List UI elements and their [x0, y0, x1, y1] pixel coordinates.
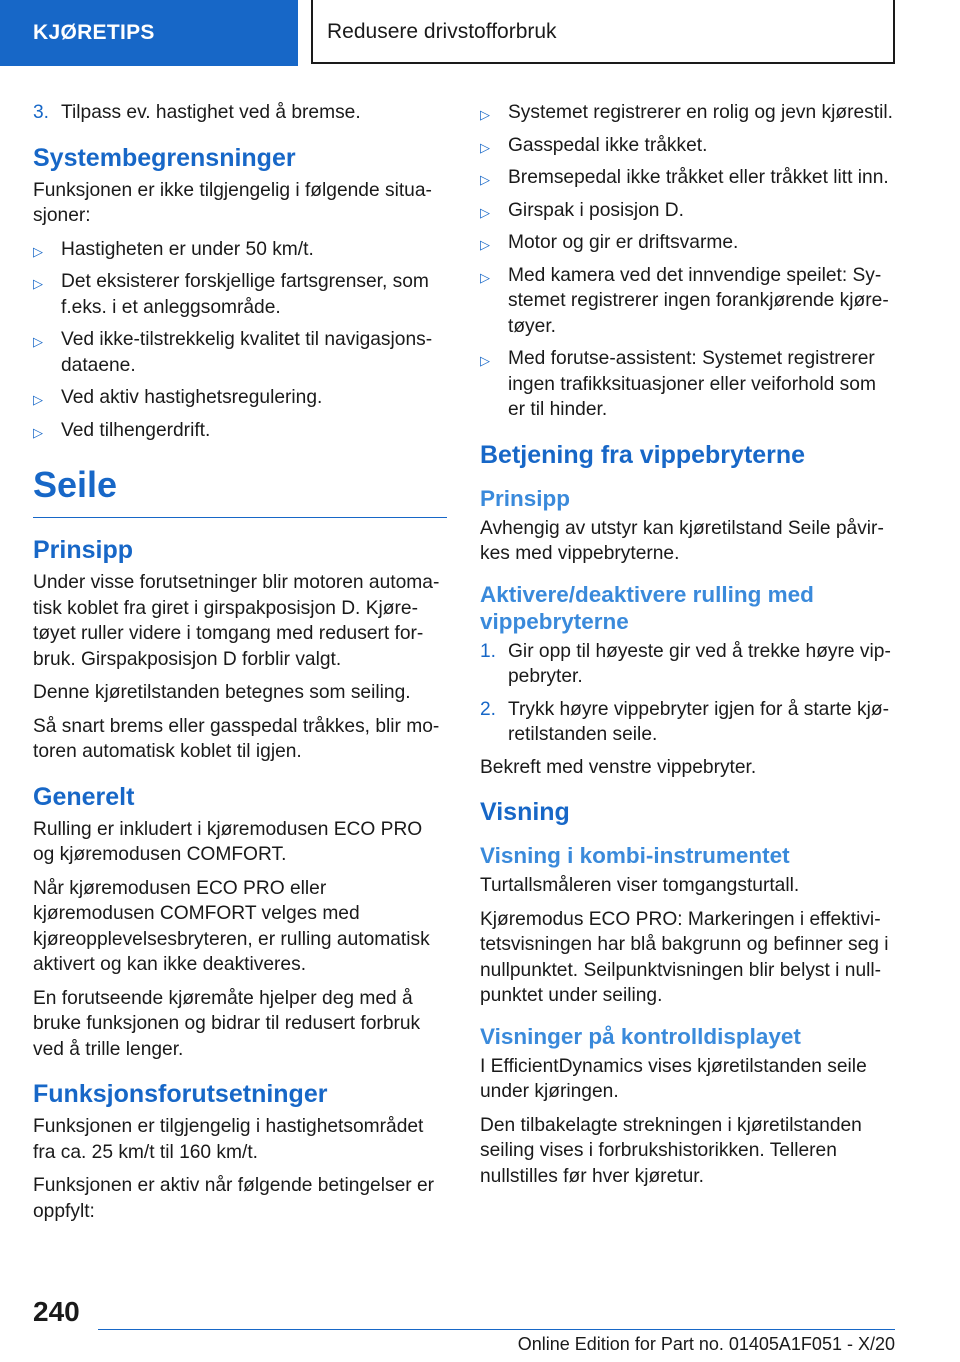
- numbered-item: [33, 100, 447, 126]
- bullet-item: [480, 133, 898, 159]
- item-text: Tilpass ev. hastighet ved å bremse.: [61, 102, 361, 123]
- paragraph: Så snart brems eller gasspedal tråkkes, blir motoren automatisk koblet til igjen.: [33, 715, 440, 762]
- paragraph: Avhengig av utstyr kan kjøretilstand Seile påvirkes med vippebryterne.: [480, 517, 884, 564]
- bullet-item: [33, 385, 447, 411]
- bullet-item: [480, 198, 898, 224]
- triangle-bullet-icon: ▷: [480, 107, 490, 122]
- footer-edition: Online Edition for Part no. 01405A1F051 - X/20: [517, 1334, 895, 1354]
- heading: Visning: [480, 798, 570, 826]
- triangle-bullet-icon: ▷: [480, 139, 490, 155]
- subheading: Visninger på kontrolldisplayet: [480, 1023, 801, 1049]
- chapter-title: Redusere drivstofforbruk: [311, 0, 895, 64]
- item-text: Gir opp til høyeste gir ved å trekke høyre vippebryter.: [508, 640, 891, 687]
- triangle-bullet-icon: ▷: [480, 204, 490, 220]
- paragraph: I EfficientDynamics vises kjøretilstanden seile under kjøringen.: [480, 1055, 867, 1102]
- left-column: [33, 100, 447, 1232]
- section-heading: Seile: [33, 464, 118, 505]
- bullet-item: [480, 230, 898, 256]
- paragraph: Funksjonen er ikke tilgjengelig i følgende situasjoner:: [33, 179, 432, 226]
- item-text: Det eksisterer forskjellige fartsgrenser, som f.eks. i et anleggsområde.: [61, 271, 429, 318]
- paragraph: Kjøremodus ECO PRO: Markeringen i effektivitetsvisningen har blå bakgrunn og befinner seg i nullpunktet. Seilpunktvisningen blir belyst i nullpunktet under seiling.: [480, 908, 889, 1006]
- bullet-item: [33, 327, 447, 378]
- bullet-item: [33, 237, 447, 263]
- subheading: Prinsipp: [480, 485, 571, 511]
- item-text: Girspak i posisjon D.: [508, 199, 684, 221]
- step-number: 3.: [33, 102, 50, 123]
- item-text: Med forutse-assistent: Systemet registrerer ingen trafikksituasjoner eller veiforhold som er til hinder.: [508, 348, 876, 420]
- item-text: Systemet registrerer en rolig og jevn kjørestil.: [508, 102, 893, 123]
- triangle-bullet-icon: ▷: [33, 276, 43, 291]
- triangle-bullet-icon: ▷: [480, 237, 490, 252]
- item-text: Trykk høyre vippebryter igjen for å starte kjøretilstanden seile.: [508, 698, 890, 745]
- triangle-bullet-icon: ▷: [33, 334, 43, 349]
- bullet-item: [480, 165, 898, 191]
- triangle-bullet-icon: ▷: [33, 243, 43, 259]
- triangle-bullet-icon: ▷: [33, 392, 43, 407]
- numbered-item: [480, 697, 898, 748]
- triangle-bullet-icon: ▷: [33, 424, 43, 440]
- right-column: [480, 100, 898, 1197]
- page-header: [0, 0, 960, 66]
- item-text: Motor og gir er driftsvarme.: [508, 232, 739, 253]
- bullet-item: [480, 346, 898, 423]
- bullet-item: [480, 263, 898, 340]
- heading: Systembegrensninger: [33, 143, 296, 172]
- triangle-bullet-icon: ▷: [480, 353, 490, 368]
- heading: Funksjonsforutsetninger: [33, 1080, 328, 1108]
- item-text: Gasspedal ikke tråkket.: [508, 134, 708, 156]
- bullet-item: [33, 269, 447, 320]
- subheading: Visning i kombi-instrumentet: [480, 843, 790, 868]
- page-number: 240: [33, 1296, 80, 1327]
- triangle-bullet-icon: ▷: [480, 172, 490, 187]
- subheading: Aktivere/deaktivere rulling med vippebryterne: [480, 581, 814, 634]
- heading-rule: [33, 517, 447, 518]
- numbered-item: [480, 639, 898, 690]
- paragraph: Under visse forutsetninger blir motoren automatisk koblet fra giret i girspakposisjon D. Kjøretøyet ruller videre i tomgang med redusert forbruk. Girspakposisjon D forblir valgt.: [33, 572, 440, 670]
- paragraph: Når kjøremodusen ECO PRO eller kjøremodusen COMFORT velges med kjøreopplevelsesbryteren, er rulling automatisk aktivert og kan ikke deaktiveres.: [33, 877, 430, 975]
- item-text: Bremsepedal ikke tråkket eller tråkket litt inn.: [508, 167, 889, 188]
- paragraph: Funksjonen er aktiv når følgende betingelser er oppfylt:: [33, 1175, 435, 1222]
- paragraph: Denne kjøretilstanden betegnes som seiling.: [33, 682, 411, 703]
- bullet-item: [33, 418, 447, 444]
- item-text: Hastigheten er under 50 km/t.: [61, 238, 314, 260]
- paragraph: Den tilbakelagte strekningen i kjøretilstanden seiling vises i forbrukshistorikken. Telleren nullstilles før hver kjøretur.: [480, 1114, 862, 1187]
- heading: Prinsipp: [33, 536, 134, 564]
- paragraph: Bekreft med venstre vippebryter.: [480, 756, 757, 778]
- item-text: Med kamera ved det innvendige speilet: Systemet registrerer ingen forankjørende kjøretøyer.: [508, 264, 889, 337]
- heading: Generelt: [33, 782, 135, 811]
- paragraph: En forutseende kjøremåte hjelper deg med å bruke funksjonen og bidrar til redusert forbruk ved å trille lenger.: [33, 987, 421, 1060]
- item-text: Ved ikke-tilstrekkelig kvalitet til navigasjonsdataene.: [61, 329, 433, 376]
- paragraph: Turtallsmåleren viser tomgangsturtall.: [480, 875, 800, 896]
- bullet-item: [480, 100, 898, 126]
- paragraph: Rulling er inkludert i kjøremodusen ECO PRO og kjøremodusen COMFORT.: [33, 818, 423, 865]
- step-number: 2.: [480, 698, 497, 720]
- item-text: Ved tilhengerdrift.: [61, 419, 211, 441]
- footer-divider: [98, 1329, 895, 1330]
- paragraph: Funksjonen er tilgjengelig i hastighetsområdet fra ca. 25 km/t til 160 km/t.: [33, 1116, 424, 1163]
- triangle-bullet-icon: ▷: [480, 269, 490, 285]
- section-tab: KJØRETIPS: [0, 0, 298, 66]
- item-text: Ved aktiv hastighetsregulering.: [61, 387, 323, 408]
- heading: Betjening fra vippebryterne: [480, 440, 806, 469]
- step-number: 1.: [480, 640, 497, 662]
